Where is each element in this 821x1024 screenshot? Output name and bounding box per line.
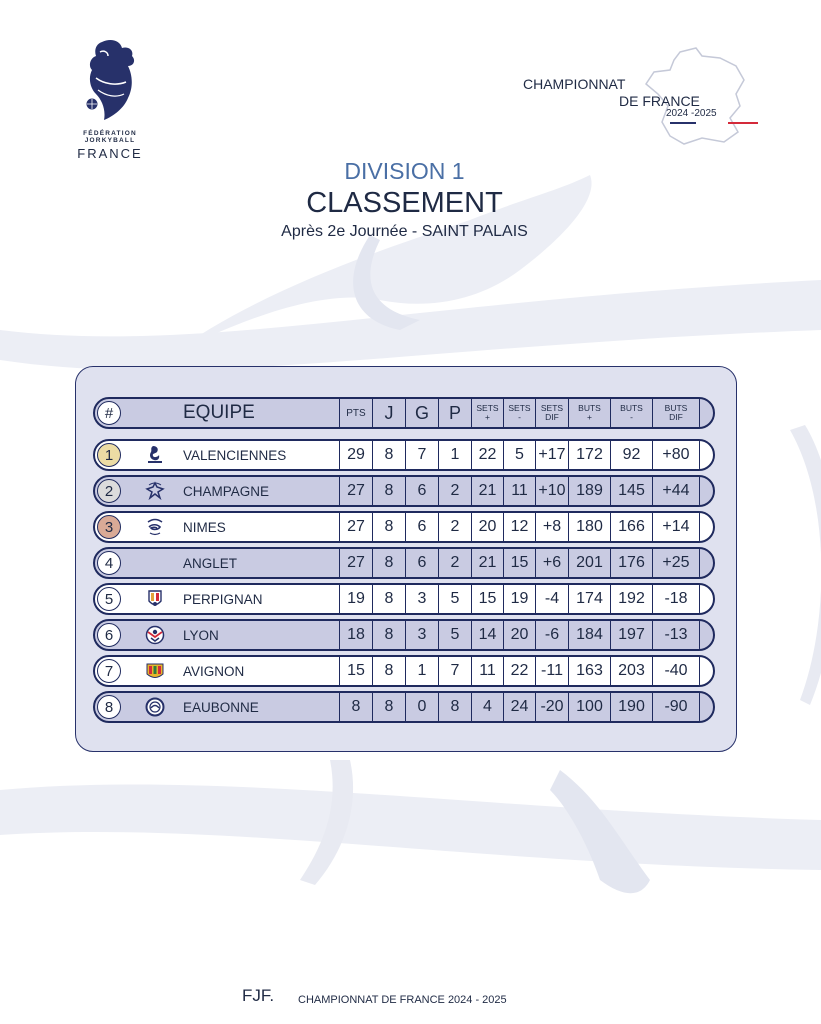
standings-table xyxy=(75,366,737,752)
cell-sets-plus: 21 xyxy=(471,477,503,505)
rank-badge: 4 xyxy=(97,551,121,575)
header-g: G xyxy=(405,399,438,427)
cell-sets-minus: 20 xyxy=(503,621,535,649)
cell-pts: 27 xyxy=(339,477,372,505)
cell-g: 6 xyxy=(405,477,438,505)
cell-g: 0 xyxy=(405,693,438,721)
title-block xyxy=(0,158,821,241)
cell-pts: 8 xyxy=(339,693,372,721)
cell-buts-plus: 184 xyxy=(568,621,610,649)
cell-sets-minus: 24 xyxy=(503,693,535,721)
team-name: NIMES xyxy=(183,519,226,535)
cell-p: 5 xyxy=(438,621,471,649)
cell-sets-dif: -20 xyxy=(535,693,568,721)
table-row xyxy=(93,583,715,615)
table-row xyxy=(93,511,715,543)
table-header-row xyxy=(93,397,715,429)
cell-pts: 29 xyxy=(339,441,372,469)
cell-g: 1 xyxy=(405,657,438,685)
cell-p: 5 xyxy=(438,585,471,613)
division-title: DIVISION 1 xyxy=(344,158,465,184)
team-name: VALENCIENNES xyxy=(183,447,287,463)
cell-buts-dif: -13 xyxy=(652,621,699,649)
championship-logo xyxy=(520,46,765,156)
cell-p: 7 xyxy=(438,657,471,685)
championship-title-line1: CHAMPIONNAT xyxy=(523,76,626,92)
cell-buts-plus: 172 xyxy=(568,441,610,469)
header-pts: PTS xyxy=(339,399,372,427)
cell-sets-dif: +10 xyxy=(535,477,568,505)
cell-j: 8 xyxy=(372,621,405,649)
table-row xyxy=(93,691,715,723)
cell-p: 2 xyxy=(438,477,471,505)
cell-j: 8 xyxy=(372,549,405,577)
cell-g: 3 xyxy=(405,621,438,649)
cell-sets-dif: +8 xyxy=(535,513,568,541)
row-end-cap xyxy=(699,441,715,469)
cell-sets-plus: 15 xyxy=(471,585,503,613)
cell-j: 8 xyxy=(372,693,405,721)
rooster-icon xyxy=(82,38,138,124)
header-end-cap xyxy=(699,399,715,427)
cell-g: 6 xyxy=(405,513,438,541)
cell-sets-minus: 5 xyxy=(503,441,535,469)
cell-buts-dif: -18 xyxy=(652,585,699,613)
nimes-logo xyxy=(145,517,165,537)
cell-sets-plus: 21 xyxy=(471,549,503,577)
lyon-logo xyxy=(145,625,165,645)
header-rank: # xyxy=(97,401,121,425)
cell-buts-minus: 145 xyxy=(610,477,652,505)
cell-g: 6 xyxy=(405,549,438,577)
flag-stripe-blue xyxy=(670,122,696,124)
cell-buts-dif: +44 xyxy=(652,477,699,505)
cell-buts-minus: 190 xyxy=(610,693,652,721)
cell-sets-dif: -4 xyxy=(535,585,568,613)
team-name: AVIGNON xyxy=(183,663,245,679)
row-end-cap xyxy=(699,693,715,721)
cell-pts: 27 xyxy=(339,513,372,541)
cell-p: 1 xyxy=(438,441,471,469)
cell-buts-dif: +25 xyxy=(652,549,699,577)
table-row xyxy=(93,619,715,651)
cell-sets-plus: 20 xyxy=(471,513,503,541)
row-end-cap xyxy=(699,477,715,505)
champagne-logo xyxy=(145,481,165,501)
header-buts-dif: BUTS DIF xyxy=(652,399,699,427)
valenciennes-logo xyxy=(145,445,165,465)
cell-sets-plus: 22 xyxy=(471,441,503,469)
cell-buts-minus: 166 xyxy=(610,513,652,541)
cell-buts-minus: 92 xyxy=(610,441,652,469)
cell-sets-dif: +17 xyxy=(535,441,568,469)
rank-badge: 3 xyxy=(97,515,121,539)
header-buts-plus: BUTS + xyxy=(568,399,610,427)
page-title: CLASSEMENT xyxy=(306,187,503,219)
table-row xyxy=(93,439,715,471)
cell-sets-dif: +6 xyxy=(535,549,568,577)
cell-sets-minus: 11 xyxy=(503,477,535,505)
cell-buts-minus: 176 xyxy=(610,549,652,577)
cell-buts-dif: +80 xyxy=(652,441,699,469)
perpignan-logo xyxy=(145,589,165,609)
rank-badge: 2 xyxy=(97,479,121,503)
cell-p: 2 xyxy=(438,549,471,577)
avignon-logo xyxy=(145,661,165,681)
cell-buts-plus: 100 xyxy=(568,693,610,721)
championship-season: 2024 -2025 xyxy=(666,108,717,119)
cell-buts-plus: 180 xyxy=(568,513,610,541)
table-row xyxy=(93,475,715,507)
cell-sets-minus: 15 xyxy=(503,549,535,577)
row-end-cap xyxy=(699,657,715,685)
table-row xyxy=(93,547,715,579)
header-sets-minus: SETS - xyxy=(503,399,535,427)
cell-sets-plus: 11 xyxy=(471,657,503,685)
championship-title-line2: DE FRANCE xyxy=(619,93,700,109)
cell-buts-minus: 192 xyxy=(610,585,652,613)
federation-logo xyxy=(58,38,162,161)
header-buts-minus: BUTS - xyxy=(610,399,652,427)
cell-sets-minus: 22 xyxy=(503,657,535,685)
team-name: EAUBONNE xyxy=(183,699,259,715)
cell-pts: 27 xyxy=(339,549,372,577)
cell-p: 2 xyxy=(438,513,471,541)
cell-g: 7 xyxy=(405,441,438,469)
cell-pts: 19 xyxy=(339,585,372,613)
rank-badge: 5 xyxy=(97,587,121,611)
cell-buts-dif: -40 xyxy=(652,657,699,685)
cell-sets-dif: -6 xyxy=(535,621,568,649)
cell-buts-dif: +14 xyxy=(652,513,699,541)
cell-j: 8 xyxy=(372,513,405,541)
cell-buts-plus: 189 xyxy=(568,477,610,505)
team-name: LYON xyxy=(183,627,219,643)
row-end-cap xyxy=(699,549,715,577)
cell-buts-dif: -90 xyxy=(652,693,699,721)
cell-j: 8 xyxy=(372,585,405,613)
cell-buts-plus: 201 xyxy=(568,549,610,577)
rank-badge: 7 xyxy=(97,659,121,683)
team-name: CHAMPAGNE xyxy=(183,483,270,499)
header-j: J xyxy=(372,399,405,427)
rank-badge: 6 xyxy=(97,623,121,647)
cell-g: 3 xyxy=(405,585,438,613)
cell-j: 8 xyxy=(372,441,405,469)
cell-sets-plus: 14 xyxy=(471,621,503,649)
footer-text: CHAMPIONNAT DE FRANCE 2024 - 2025 xyxy=(298,994,507,1006)
header-sets-dif: SETS DIF xyxy=(535,399,568,427)
team-name: PERPIGNAN xyxy=(183,591,263,607)
rank-badge: 1 xyxy=(97,443,121,467)
cell-buts-plus: 174 xyxy=(568,585,610,613)
row-end-cap xyxy=(699,585,715,613)
page-subtitle: Après 2e Journée - SAINT PALAIS xyxy=(281,223,528,240)
cell-sets-dif: -11 xyxy=(535,657,568,685)
team-name: ANGLET xyxy=(183,555,238,571)
cell-pts: 18 xyxy=(339,621,372,649)
cell-sets-minus: 12 xyxy=(503,513,535,541)
header-p: P xyxy=(438,399,471,427)
federation-country: FRANCE xyxy=(77,146,143,161)
cell-j: 8 xyxy=(372,657,405,685)
cell-sets-plus: 4 xyxy=(471,693,503,721)
cell-p: 8 xyxy=(438,693,471,721)
cell-sets-minus: 19 xyxy=(503,585,535,613)
footer-brand: FJF. xyxy=(242,986,275,1005)
cell-j: 8 xyxy=(372,477,405,505)
cell-buts-minus: 203 xyxy=(610,657,652,685)
header-sets-plus: SETS + xyxy=(471,399,503,427)
header-team: EQUIPE xyxy=(183,402,255,423)
row-end-cap xyxy=(699,621,715,649)
cell-buts-plus: 163 xyxy=(568,657,610,685)
cell-buts-minus: 197 xyxy=(610,621,652,649)
row-end-cap xyxy=(699,513,715,541)
federation-name: FÉDÉRATION JORKYBALL xyxy=(83,130,137,144)
cell-pts: 15 xyxy=(339,657,372,685)
rank-badge: 8 xyxy=(97,695,121,719)
table-row xyxy=(93,655,715,687)
flag-stripe-red xyxy=(728,122,758,124)
eaubonne-logo xyxy=(145,697,165,717)
